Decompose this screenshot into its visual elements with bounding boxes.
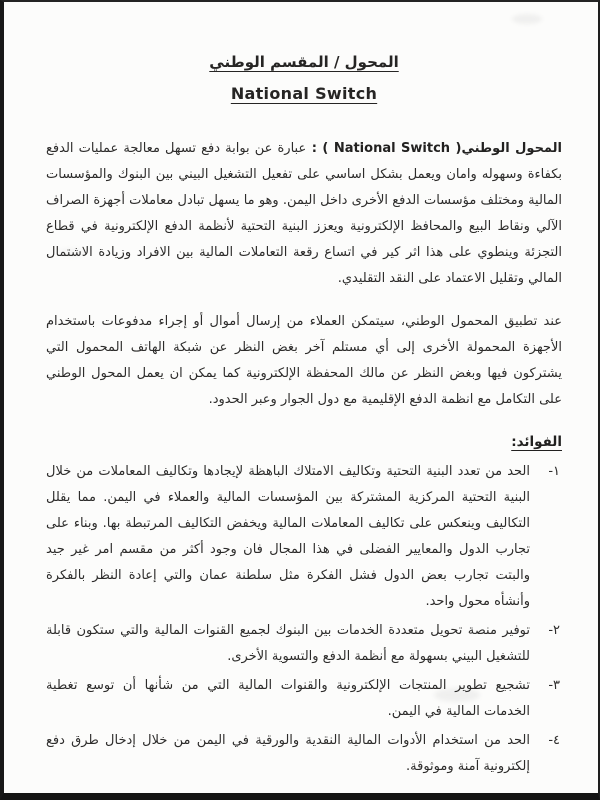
scan-artifact <box>59 248 85 257</box>
benefit-item-2-text: توفير منصة تحويل متعددة الخدمات بين البنوك لجميع القنوات المالية والتي ستكون قابلة للتشغيل البيني بسهولة مع أنظمة الدفع والتسوية الأخرى. <box>46 623 530 664</box>
document-title-arabic: المحول / المقسم الوطني <box>209 53 399 71</box>
document-header <box>46 52 562 103</box>
intro-paragraph <box>46 136 562 292</box>
document-title-english: National Switch <box>230 84 378 103</box>
application-paragraph: عند تطبيق المحمول الوطني، سيتمكن العملاء من إرسال أموال أو إجراء مدفوعات باستخدام الأجهزة المحمولة الأخرى إلى أي مستلم آخر بغض النظر عن شبكة الهاتف المحمول التي يشتركون فيها وبغض النظر عن مالك المحفظة الإلكترونية كما يمكن ان يعمل المحول الوطني على التكامل مع انظمة الدفع الإقليمية مع دول الجوار وعبر الحدود. <box>46 314 562 407</box>
benefit-item-4-number: ٤- <box>548 733 560 748</box>
benefits-list <box>46 459 562 780</box>
benefits-heading: الفوائد: <box>511 434 562 450</box>
scan-artifact <box>512 14 542 24</box>
benefit-item-1-number: ١- <box>548 464 560 479</box>
benefit-item-3-number: ٣- <box>548 678 560 693</box>
benefit-item-1-text: الحد من تعدد البنية التحتية وتكاليف الامتلاك الباهظة لإيجادها وتكاليف المعاملات من خلال البنية التحتية المركزية المشتركة بين المؤسسات المالية والعملاء في اليمن. مما يقلل التكاليف وينعكس على تكاليف المعاملات المالية ويخفض التكاليف المرتبطة بها. وبناء على تجارب الدول والمعايير الفضلى في هذا المجال فان وجود أكثر من مقسم امر غير جيد والبتت تجارب بعض الدول فشل الفكرة مثل سلطنة عمان والتي إعادة النظر بالفكرة وأنشأه محول واحد. <box>46 464 530 609</box>
benefit-item-4 <box>46 728 562 780</box>
benefit-item-2-number: ٢- <box>548 623 560 638</box>
benefit-item-1 <box>46 459 562 615</box>
benefit-item-3 <box>46 673 562 725</box>
intro-lead-bold: المحول الوطني( National Switch ) : <box>306 141 562 156</box>
document-subtitle-row <box>46 84 562 103</box>
document-content <box>4 2 598 780</box>
benefit-item-3-text: تشجيع تطوير المنتجات الإلكترونية والقنوات المالية التي من شأنها أن توسع تغطية الخدمات المالية في اليمن. <box>46 678 530 719</box>
benefit-item-4-text: الحد من استخدام الأدوات المالية النقدية والورقية في اليمن من خلال إدخال طرق دفع إلكترونية آمنة وموثوقة. <box>46 733 530 774</box>
benefit-item-2 <box>46 618 562 670</box>
intro-body-text: عبارة عن بوابة دفع تسهل معالجة عمليات الدفع بكفاءة وسهوله وامان ويعمل بشكل اساسي على تفعيل التشغيل البيني بين البنوك والمؤسسات المالية ومختلف مؤسسات الدفع الأخرى داخل اليمن. وهو ما يسهل تبادل معاملات أجهزة الصراف الآلي ونقاط البيع والمحافظ الإلكترونية ويعزز البنية التحتية لأنظمة الدفع الإلكترونية في قطاع التجزئة وينطوي على هذا اثر كير في اتساع رقعة التعاملات المالية بين الافراد وزيادة الاشتمال المالي وتقليل الاعتماد على النقد التقليدي. <box>46 141 562 286</box>
